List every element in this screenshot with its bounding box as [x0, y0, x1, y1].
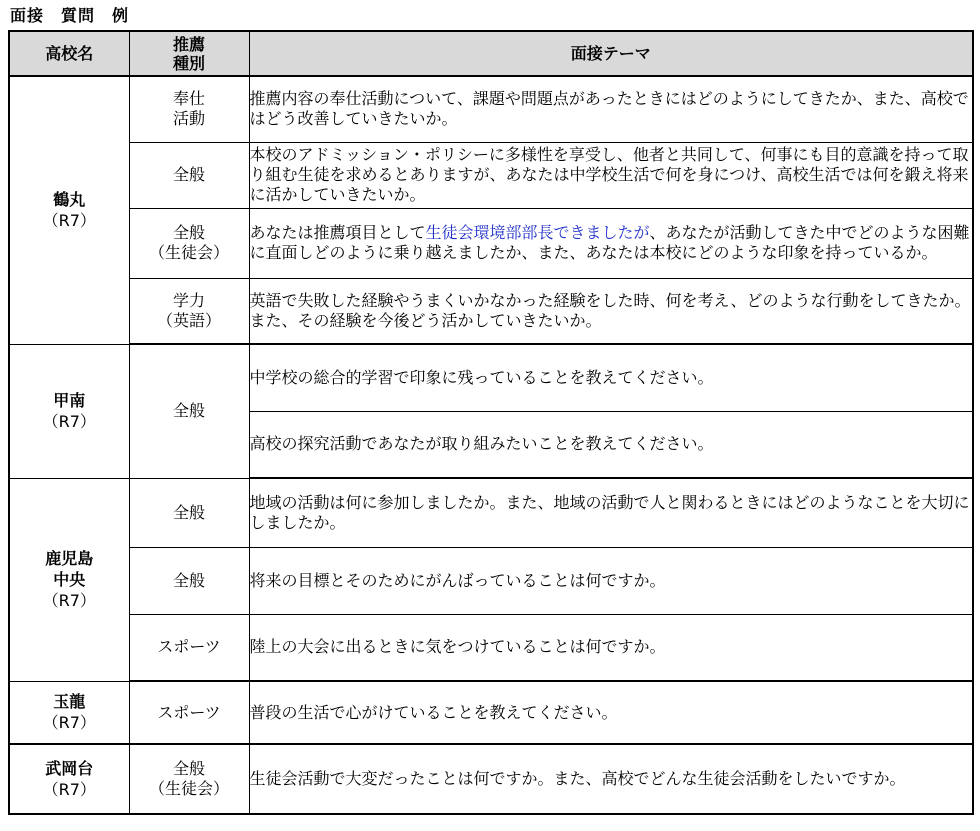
table-row: [9, 681, 973, 744]
type-cell: [129, 614, 249, 681]
document-title: 面接 質問 例: [10, 6, 130, 25]
theme-cell: 陸上の大会に出るときに気をつけていることは何ですか。: [249, 614, 973, 681]
type-cell: [129, 76, 249, 142]
type-line1: 学力: [172, 290, 205, 310]
school-cell-takeokadai: [9, 744, 129, 814]
type-line1: 奉仕: [172, 89, 205, 109]
theme-cell: 英語で失敗した経験やうまくいかなかった経験をした時、何を考え、どのような行動をしてきたか。また、その経験を今後どう活かしていきたいか。: [249, 278, 973, 344]
type-line1: 全般: [172, 759, 205, 778]
school-year: （R7）: [42, 211, 96, 231]
school-name: 武岡台: [45, 759, 94, 778]
type-line1: 全般: [172, 570, 205, 590]
school-name: 玉龍: [53, 692, 86, 712]
table-row: [9, 278, 973, 344]
school-year: （R7）: [42, 412, 96, 431]
theme-text: あなたは推薦項目として: [249, 223, 426, 242]
table-row: [9, 614, 973, 681]
type-cell: [129, 142, 249, 208]
type-cell: [129, 344, 249, 478]
school-cell-tsurumaru: [9, 76, 129, 344]
type-line2: 活動: [172, 109, 205, 129]
school-year: （R7）: [42, 780, 96, 799]
type-cell: [129, 208, 249, 278]
header-type-line2: 種別: [172, 53, 205, 73]
theme-cell: 高校の探究活動であなたが取り組みたいことを教えてください。: [249, 411, 973, 478]
header-theme: 面接テーマ: [249, 31, 973, 76]
type-cell: [129, 278, 249, 344]
school-year: （R7）: [42, 591, 96, 610]
type-cell: [129, 478, 249, 547]
type-line2: （英語）: [156, 310, 221, 330]
theme-cell: 普段の生活で心がけていることを教えてください。: [249, 681, 973, 744]
school-cell-konan: [9, 344, 129, 478]
table-row: [9, 744, 973, 814]
theme-highlight-text: 生徒会環境部部長できましたが: [425, 223, 650, 242]
table-row: [9, 142, 973, 208]
table-row: [9, 547, 973, 614]
table-row: [9, 76, 973, 142]
type-line1: 全般: [172, 165, 205, 184]
school-name-line2: 中央: [53, 570, 86, 589]
theme-cell: 推薦内容の奉仕活動について、課題や問題点があったときにはどのようにしてきたか、また、高校ではどう改善していきたいか。: [249, 76, 973, 142]
school-year: （R7）: [42, 713, 96, 733]
table-row: [9, 344, 973, 411]
theme-cell: 本校のアドミッション・ポリシーに多様性を享受し、他者と共同して、何事にも目的意識を持って取り組む生徒を求めるとありますが、あなたは中学校生活で何を身につけ、高校生活では何を鍛え将来に活かしていきたいか。: [249, 142, 973, 208]
interview-question-table: [8, 30, 974, 815]
table-row: [9, 478, 973, 547]
school-cell-gyokuryu: [9, 681, 129, 744]
header-type-line1: 推薦: [172, 34, 205, 54]
type-cell: [129, 744, 249, 814]
type-line1: 全般: [172, 401, 205, 421]
type-line1: 全般: [172, 223, 205, 242]
school-cell-kagoshima-chuo: [9, 478, 129, 681]
type-line1: 全般: [172, 502, 205, 522]
table-row: [9, 208, 973, 278]
table-header-row: [9, 31, 973, 76]
type-line2: （生徒会）: [148, 779, 229, 798]
header-type: [129, 31, 249, 76]
school-name: 鶴丸: [53, 190, 86, 210]
theme-cell: [249, 208, 973, 278]
header-school: 高校名: [9, 31, 129, 76]
school-name-line1: 鹿児島: [45, 549, 94, 568]
type-line2: （生徒会）: [148, 243, 229, 262]
type-line1: スポーツ: [157, 702, 221, 722]
type-cell: [129, 681, 249, 744]
theme-text: 、あなたが活動してきた中でどのような困難に直面しどのように乗り越えましたか、また、あなたは本校にどのような印象を持っているか。: [249, 223, 970, 262]
theme-cell: 地域の活動は何に参加しましたか。また、地域の活動で人と関わるときにはどのようなことを大切にしましたか。: [249, 478, 973, 547]
theme-cell: 生徒会活動で大変だったことは何ですか。また、高校でどんな生徒会活動をしたいですか。: [249, 744, 973, 814]
school-name: 甲南: [53, 391, 86, 410]
theme-cell: 将来の目標とそのためにがんばっていることは何ですか。: [249, 547, 973, 614]
type-cell: [129, 547, 249, 614]
type-line1: スポーツ: [157, 637, 221, 657]
theme-cell: 中学校の総合的学習で印象に残っていることを教えてください。: [249, 344, 973, 411]
